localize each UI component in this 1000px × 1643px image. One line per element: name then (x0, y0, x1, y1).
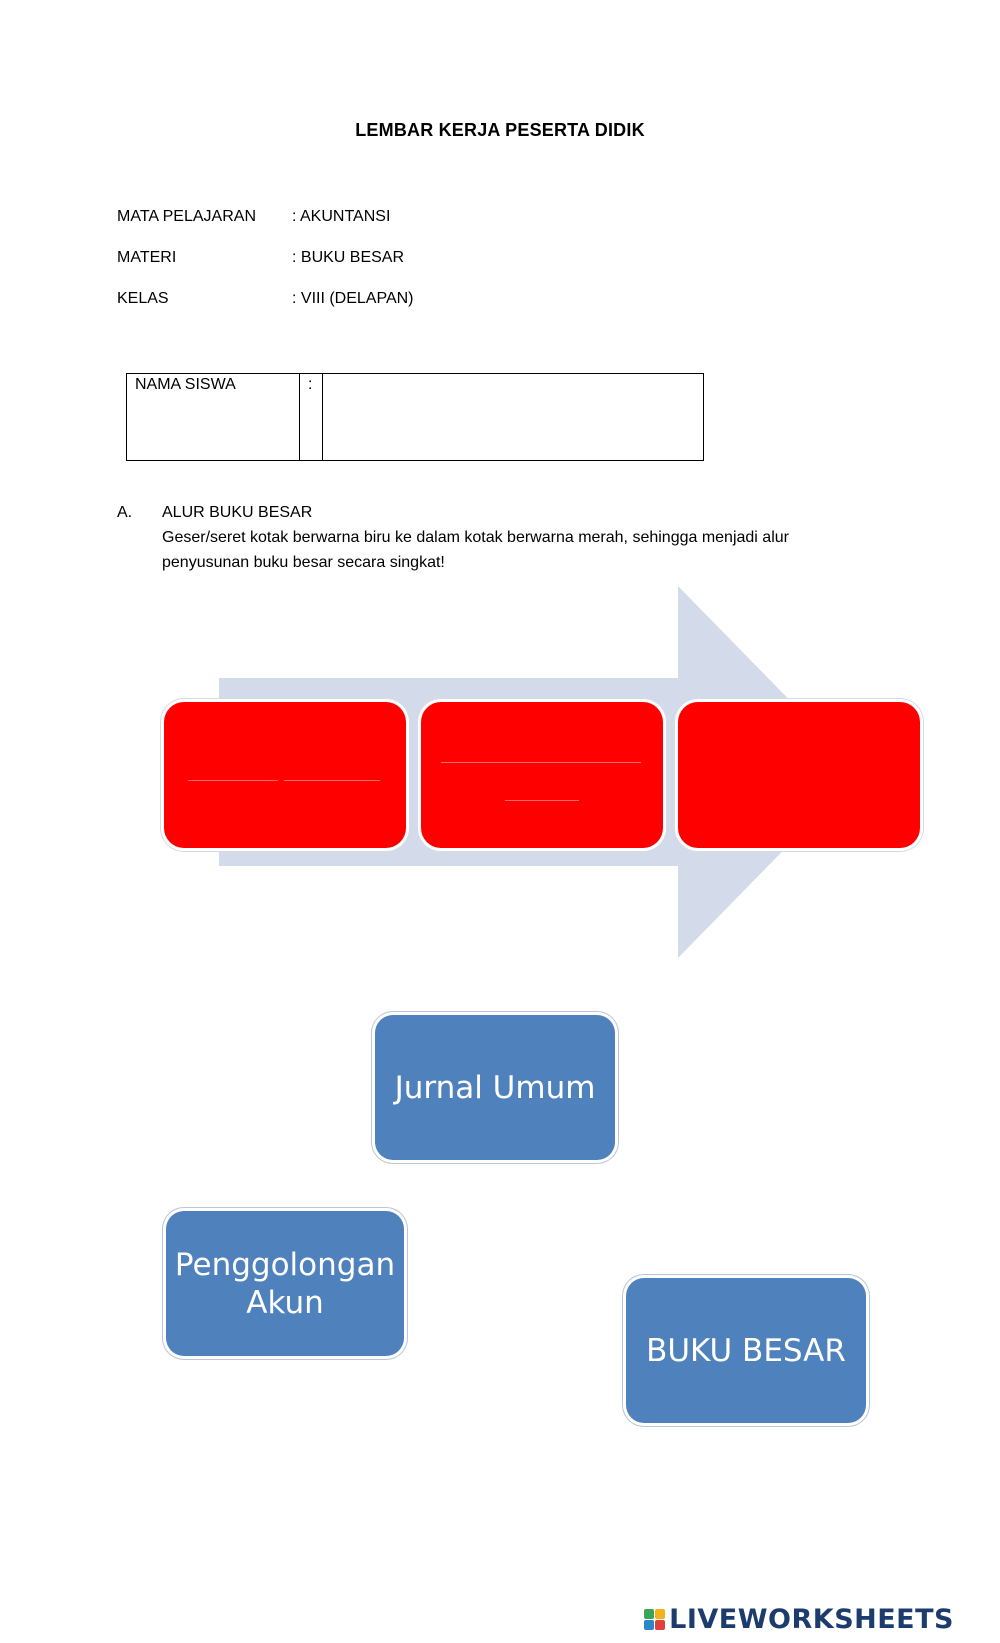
page-title: LEMBAR KERJA PESERTA DIDIK (355, 120, 645, 140)
draggable-jurnal-umum-label: Jurnal Umum (394, 1069, 596, 1106)
liveworksheets-logo-icon (644, 1609, 665, 1630)
subject-value: : AKUNTANSI (292, 208, 391, 225)
draggable-jurnal-umum[interactable] (375, 1015, 615, 1160)
drop-target-3[interactable] (678, 702, 920, 848)
draggable-buku-besar-label: BUKU BESAR (646, 1332, 846, 1369)
student-name-label: NAMA SISWA (135, 376, 236, 393)
class-label: KELAS (117, 290, 169, 307)
instruction-line-2: penyusunan buku besar secara singkat! (162, 554, 445, 571)
material-label: MATERI (117, 249, 177, 266)
class-value: : VIII (DELAPAN) (292, 290, 414, 307)
section-number: A. (117, 504, 133, 521)
drop-target-1[interactable] (164, 702, 406, 848)
liveworksheets-logo-text: LIVEWORKSHEETS (669, 1604, 954, 1635)
student-name-colon: : (308, 376, 313, 393)
drop-target-2[interactable] (421, 702, 663, 848)
draggable-buku-besar[interactable] (626, 1278, 866, 1423)
section-heading: ALUR BUKU BESAR (162, 504, 313, 521)
draggable-penggolongan-akun-line-1: Penggolongan (174, 1246, 396, 1283)
material-value: : BUKU BESAR (292, 249, 405, 266)
subject-label: MATA PELAJARAN (117, 208, 256, 225)
liveworksheets-logo (644, 1604, 954, 1635)
draggable-penggolongan-akun[interactable] (166, 1211, 404, 1356)
instruction-line-1: Geser/seret kotak berwarna biru ke dalam kotak berwarna merah, sehingga menjadi alur (162, 529, 789, 546)
draggable-penggolongan-akun-line-2: Akun (246, 1284, 324, 1321)
